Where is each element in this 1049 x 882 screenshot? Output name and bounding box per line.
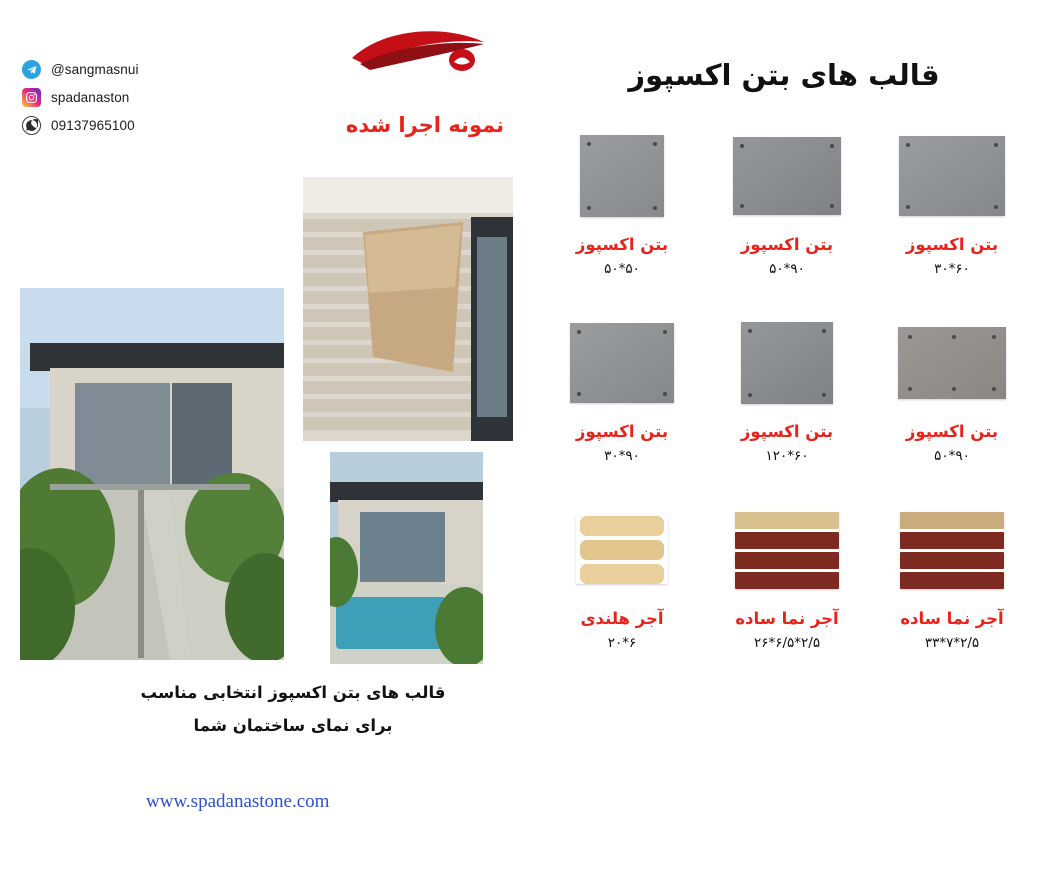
photo-villa-pool <box>330 452 483 664</box>
product-size: ۶۰*۱۲۰ <box>765 448 809 464</box>
product-card[interactable] <box>547 128 697 277</box>
product-swatch-wrap <box>580 128 664 224</box>
photo-interior-wall <box>303 177 513 441</box>
page-title: قالب های بتن اکسپوز <box>628 58 940 92</box>
product-row <box>547 315 1027 464</box>
concrete-panel-swatch <box>898 327 1006 399</box>
concrete-panel-swatch <box>733 137 841 215</box>
product-row <box>547 502 1027 651</box>
product-name: آجر هلندی <box>580 609 664 628</box>
product-card[interactable] <box>547 502 697 651</box>
product-name: بتن اکسپوز <box>905 422 999 441</box>
product-row <box>547 128 1027 277</box>
product-swatch-wrap <box>576 502 668 598</box>
product-swatch-wrap <box>898 315 1006 411</box>
product-card[interactable] <box>547 315 697 464</box>
telegram-handle: @sangmasnui <box>51 62 139 77</box>
product-name: آجر نما ساده <box>900 609 1004 628</box>
sample-title: نمونه اجرا شده <box>345 113 505 137</box>
product-size: ۹۰*۵۰ <box>934 448 970 464</box>
website-link[interactable]: www.spadanastone.com <box>146 791 330 812</box>
product-card[interactable] <box>877 502 1027 651</box>
contact-item-whatsapp[interactable] <box>22 116 252 135</box>
contact-item-instagram[interactable] <box>22 88 252 107</box>
product-name: بتن اکسپوز <box>575 235 669 254</box>
product-name: بتن اکسپوز <box>575 422 669 441</box>
product-card[interactable] <box>877 315 1027 464</box>
brick-swatch <box>735 512 839 589</box>
whatsapp-number: 09137965100 <box>51 118 135 133</box>
product-grid <box>547 128 1027 669</box>
caption-text <box>118 676 468 742</box>
dutch-brick-swatch <box>576 516 668 584</box>
whatsapp-icon <box>22 116 41 135</box>
instagram-icon <box>22 88 41 107</box>
product-swatch-wrap <box>741 315 833 411</box>
brick-swatch <box>900 512 1004 589</box>
product-name: آجر نما ساده <box>735 609 839 628</box>
concrete-panel-swatch <box>570 323 674 403</box>
telegram-icon <box>22 60 41 79</box>
concrete-panel-swatch <box>741 322 833 404</box>
product-card[interactable] <box>877 128 1027 277</box>
product-size: ۶۰*۳۰ <box>934 261 970 277</box>
product-size: ۲/۵*۷*۳۳ <box>924 635 980 651</box>
caption-line-2: برای نمای ساختمان شما <box>193 716 393 735</box>
contact-block <box>22 60 252 144</box>
product-name: بتن اکسپوز <box>740 422 834 441</box>
contact-item-telegram[interactable] <box>22 60 252 79</box>
product-card[interactable] <box>712 315 862 464</box>
product-card[interactable] <box>712 128 862 277</box>
brand-logo <box>344 18 494 80</box>
photo-villa-exterior <box>20 288 284 660</box>
concrete-panel-swatch <box>899 136 1005 216</box>
instagram-handle: spadanaston <box>51 90 130 105</box>
product-swatch-wrap <box>735 502 839 598</box>
product-size: ۲/۵*۶/۵*۲۶ <box>753 635 821 651</box>
product-swatch-wrap <box>570 315 674 411</box>
product-swatch-wrap <box>899 128 1005 224</box>
product-name: بتن اکسپوز <box>740 235 834 254</box>
concrete-panel-swatch <box>580 135 664 217</box>
product-size: ۹۰*۵۰ <box>769 261 805 277</box>
product-card[interactable] <box>712 502 862 651</box>
product-size: ۶*۲۰ <box>607 635 637 651</box>
caption-line-1: قالب های بتن اکسپوز انتخابی مناسب <box>140 683 446 702</box>
product-swatch-wrap <box>900 502 1004 598</box>
product-size: ۹۰*۳۰ <box>604 448 640 464</box>
product-name: بتن اکسپوز <box>905 235 999 254</box>
product-size: ۵۰*۵۰ <box>604 261 640 277</box>
product-swatch-wrap <box>733 128 841 224</box>
